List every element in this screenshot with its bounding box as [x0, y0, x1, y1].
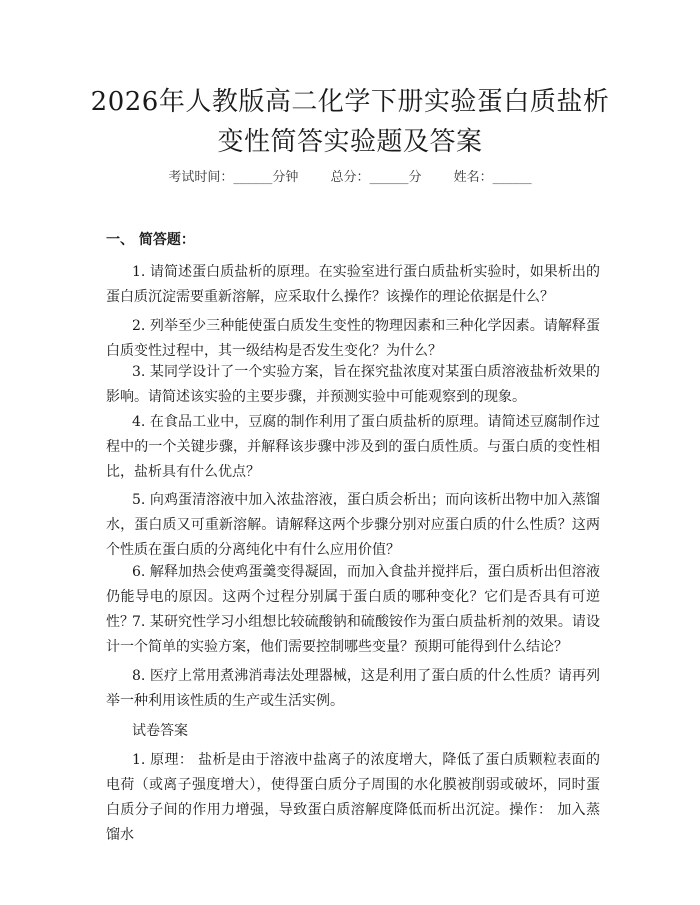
title-line-2: 变性简答实验题及答案: [217, 127, 483, 157]
question-8: 8. 医疗上常用煮沸消毒法处理器械，这是利用了蛋白质的什么性质？请再列举一种利用该性质的生产或生活实例。: [106, 668, 600, 709]
exam-meta: [0, 168, 700, 188]
document-title: [60, 82, 640, 162]
answer-1: 1. 原理： 盐析是由于溶液中盐离子的浓度增大，降低了蛋白质颗粒表面的电荷（或离子强度增大），使得蛋白质分子周围的水化膜被削弱或破坏，同时蛋白质分子间的作用力增强，导致蛋白质溶解度降低而析出沉淀。操作： 加入蒸馏水: [106, 752, 600, 843]
question-6: 6. 解释加热会使鸡蛋羹变得凝固，而加入食盐并搅拌后，蛋白质析出但溶液仍能导电的原因。这两个过程分别属于蛋白质的哪种变化？它们是否具有可逆性？: [106, 564, 600, 630]
question-3: 3. 某同学设计了一个实验方案，旨在探究盐浓度对某蛋白质溶液盐析效果的影响。请简述该实验的主要步骤，并预测实验中可能观察到的现象。: [106, 364, 600, 405]
question-7: 7. 某研究性学习小组想比较硫酸钠和硫酸铵作为蛋白质盐析剂的效果。请设计一个简单的实验方案，他们需要控制哪些变量？预期可能得到什么结论？: [106, 614, 600, 655]
title-line-1: 2026年人教版高二化学下册实验蛋白质盐析: [90, 87, 610, 117]
section-heading: 一、 简答题：: [106, 232, 195, 248]
total-score: 总分：______分: [330, 170, 422, 185]
question-1: 1. 请简述蛋白质盐析的原理。在实验室进行蛋白质盐析实验时，如果析出的蛋白质沉淀需要重新溶解，应采取什么操作？该操作的理论依据是什么？: [106, 264, 600, 305]
question-5: 5. 向鸡蛋清溶液中加入浓盐溶液，蛋白质会析出；而向该析出物中加入蒸馏水，蛋白质又可重新溶解。请解释这两个步骤分别对应蛋白质的什么性质？这两个性质在蛋白质的分离纯化中有什么应用价值？: [106, 492, 600, 558]
student-name: 姓名：______: [453, 170, 532, 185]
exam-time: 考试时间：______分钟: [168, 170, 299, 185]
answers-label: 试卷答案: [132, 723, 188, 739]
question-4: 4. 在食品工业中，豆腐的制作利用了蛋白质盐析的原理。请简述豆腐制作过程中的一个关键步骤，并解释该步骤中涉及到的蛋白质性质。与蛋白质的变性相比，盐析具有什么优点？: [106, 414, 600, 480]
question-2: 2. 列举至少三种能使蛋白质发生变性的物理因素和三种化学因素。请解释蛋白质变性过程中，其一级结构是否发生变化？为什么？: [106, 318, 600, 359]
